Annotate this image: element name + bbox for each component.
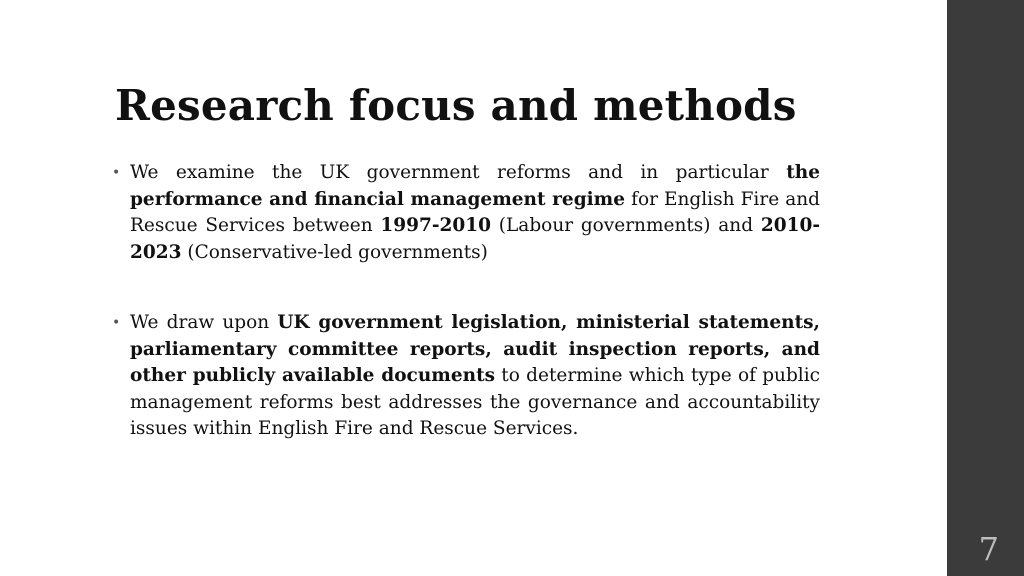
- bullet-emphasis: 2010-2023: [130, 215, 820, 263]
- bullet-methods: [112, 310, 820, 443]
- bullet-text: (Labour governments) and: [491, 215, 761, 236]
- bullet-text: We examine the UK government reforms and in particular: [130, 162, 787, 183]
- bullet-marker: •: [112, 165, 121, 181]
- bullet-list: [112, 160, 820, 443]
- bullet-emphasis: UK government legislation, ministerial statements, parliamentary committee reports, audit inspection reports, and other publicly available documents: [130, 312, 820, 386]
- bullet-text: for English Fire and Rescue Services between: [130, 188, 821, 236]
- page-number: 7: [978, 530, 999, 568]
- bullet-text: We draw upon: [130, 312, 278, 333]
- bullet-research-focus: [112, 160, 820, 266]
- bullet-text: to determine which type of public management reforms best addresses the governance and accountability issues within English Fire and Rescue Services.: [130, 365, 820, 439]
- bullet-emphasis: 1997-2010: [380, 215, 492, 236]
- bullet-text: (Conservative-led governments): [181, 241, 488, 263]
- sidebar-bar: [947, 0, 1024, 576]
- bullet-emphasis: the performance and financial management regime: [130, 162, 820, 210]
- slide-title: Research focus and methods: [115, 81, 797, 130]
- bullet-marker: •: [112, 315, 121, 331]
